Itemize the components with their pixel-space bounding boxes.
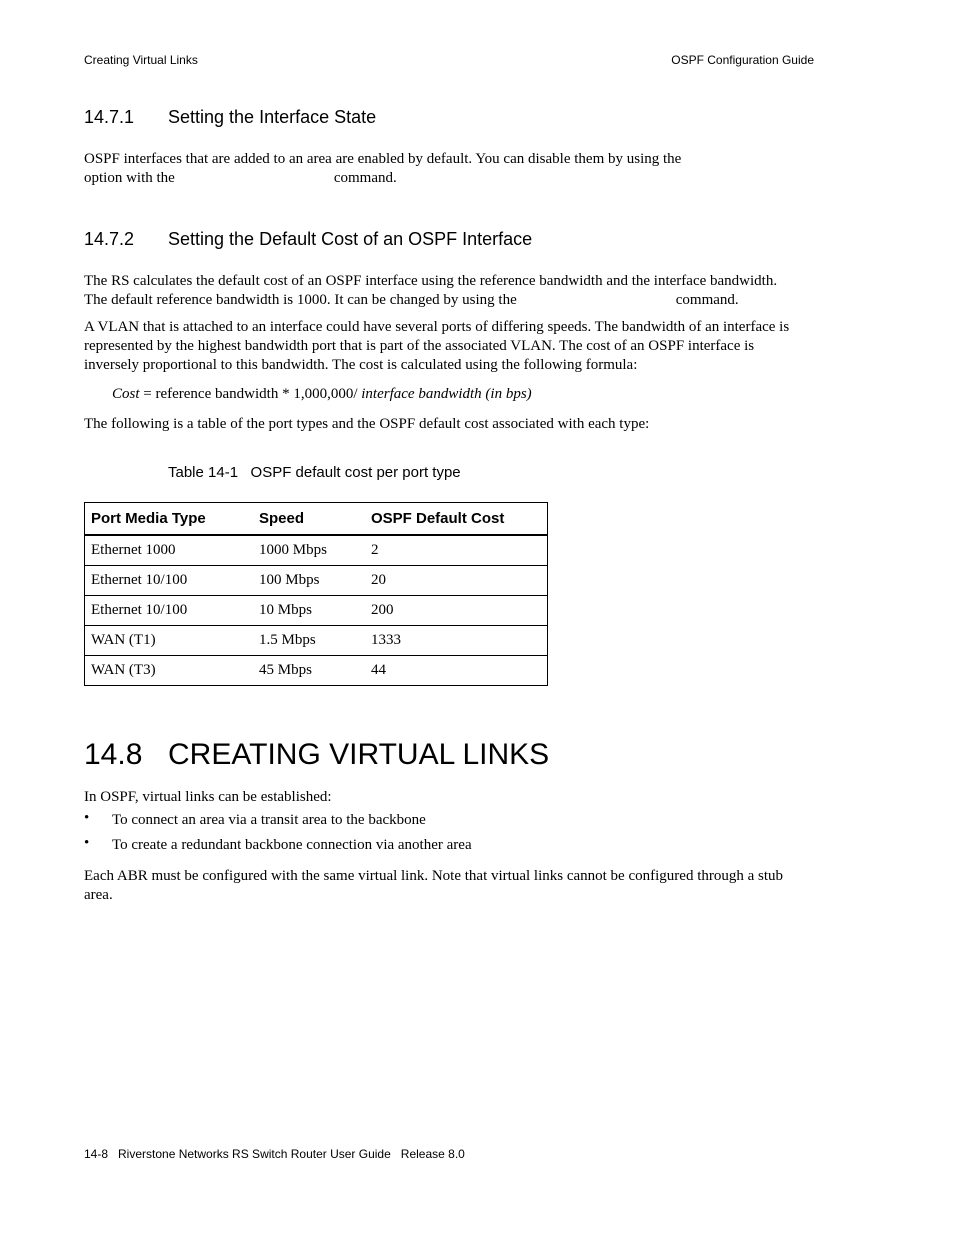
table-cell: WAN (T3)	[85, 656, 254, 686]
section-14-8-heading	[84, 738, 549, 772]
section-number: 14.8	[84, 738, 143, 771]
paragraph-line	[84, 169, 814, 188]
paragraph-line: OSPF interfaces that are added to an area are enabled by default. You can disable them by using the	[84, 151, 682, 167]
section-title: CREATING VIRTUAL LINKS	[168, 738, 550, 771]
table-intro-paragraph: The following is a table of the port types and the OSPF default cost associated with each type:	[84, 416, 650, 432]
column-header-speed: Speed	[253, 503, 365, 536]
table-cell: 2	[365, 535, 548, 566]
paragraph-line: represented by the highest bandwidth port that is part of the associated VLAN. The cost of an OSPF interface is	[84, 338, 755, 354]
table-row	[85, 626, 548, 656]
paragraph-line: area.	[84, 887, 113, 903]
section-title: Setting the Interface State	[168, 107, 377, 127]
page-footer: 14-8 Riverstone Networks RS Switch Router User Guide Release 8.0	[84, 1147, 465, 1161]
table-cell: 100 Mbps	[253, 566, 365, 596]
table-cell: 45 Mbps	[253, 656, 365, 686]
table-cell: Ethernet 10/100	[85, 566, 254, 596]
interface-state-paragraph	[84, 150, 814, 188]
table-cell: 44	[365, 656, 548, 686]
table-cell: 20	[365, 566, 548, 596]
paragraph-fragment: command.	[675, 292, 739, 308]
table-cell: WAN (T1)	[85, 626, 254, 656]
paragraph-fragment: option with the	[84, 170, 175, 186]
section-number: 14.7.1	[84, 107, 135, 127]
bullet-item: To create a redundant backbone connection via another area	[112, 837, 472, 853]
column-header-ospf-default-cost: OSPF Default Cost	[365, 503, 548, 536]
table-row	[85, 656, 548, 686]
table-cell: 10 Mbps	[253, 596, 365, 626]
table-cell: 1333	[365, 626, 548, 656]
table-caption: Table 14-1 OSPF default cost per port type	[168, 464, 461, 481]
virtual-links-closing	[84, 867, 814, 905]
default-cost-paragraph-1	[84, 272, 814, 310]
table-row	[85, 596, 548, 626]
default-cost-paragraph-2	[84, 318, 814, 375]
paragraph-fragment: The default reference bandwidth is 1000. It can be changed by using the	[84, 292, 517, 308]
table-cell: Ethernet 10/100	[85, 596, 254, 626]
section-number: 14.7.2	[84, 229, 135, 249]
table-cell: 1000 Mbps	[253, 535, 365, 566]
table-cell: 200	[365, 596, 548, 626]
section-14-7-2-heading	[84, 229, 532, 250]
bullet-dot-icon: •	[84, 835, 90, 851]
virtual-links-intro: In OSPF, virtual links can be established:	[84, 789, 332, 805]
table-cell: Ethernet 1000	[85, 535, 254, 566]
paragraph-line	[84, 291, 814, 310]
paragraph-fragment: command.	[333, 170, 397, 186]
running-header-right: OSPF Configuration Guide	[671, 53, 814, 67]
bullet-item: To connect an area via a transit area to the backbone	[112, 812, 426, 828]
section-14-7-1-heading	[84, 107, 376, 128]
formula-denominator: interface bandwidth (in bps)	[361, 386, 532, 402]
section-title: Setting the Default Cost of an OSPF Interface	[168, 229, 533, 249]
running-header-left: Creating Virtual Links	[84, 53, 198, 67]
paragraph-line: inversely proportional to this bandwidth. The cost is calculated using the following formula:	[84, 357, 638, 373]
formula-middle: = reference bandwidth * 1,000,000/	[139, 386, 362, 402]
table-row	[85, 566, 548, 596]
paragraph-line: The RS calculates the default cost of an OSPF interface using the reference bandwidth and the interface bandwidth.	[84, 273, 778, 289]
cost-formula	[112, 386, 532, 403]
paragraph-line: A VLAN that is attached to an interface could have several ports of differing speeds. The bandwidth of an interface is	[84, 319, 790, 335]
bullet-dot-icon: •	[84, 810, 90, 826]
ospf-cost-table	[84, 502, 548, 686]
table-header-row	[85, 503, 548, 536]
formula-cost-term: Cost	[112, 386, 140, 402]
table-cell: 1.5 Mbps	[253, 626, 365, 656]
column-header-port-media-type: Port Media Type	[85, 503, 254, 536]
table-row	[85, 535, 548, 566]
paragraph-line: Each ABR must be configured with the same virtual link. Note that virtual links cannot be configured through a stub	[84, 868, 784, 884]
